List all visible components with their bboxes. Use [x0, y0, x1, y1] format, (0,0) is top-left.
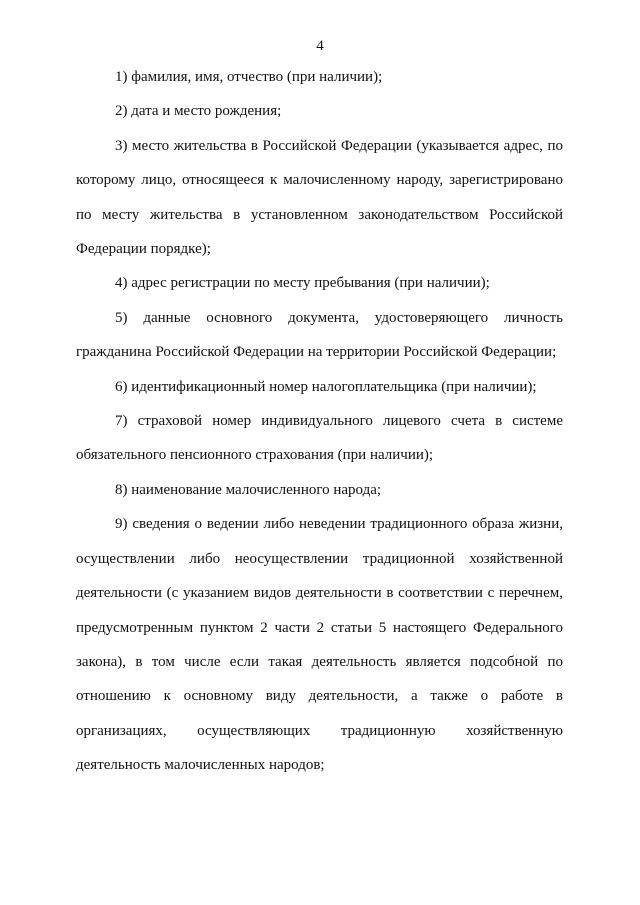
list-item [76, 404, 563, 473]
list-item [76, 129, 563, 267]
text-line: обязательного пенсионного страхования (при наличии); [76, 447, 434, 464]
text-line: 5) данные основного документа, удостоверяющего личность [115, 309, 563, 326]
text-line: по месту жительства в установленном законодательством Российской [76, 206, 563, 223]
text-line: организациях, осуществляющих традиционную хозяйственную [76, 722, 563, 739]
text-line: 4) адрес регистрации по месту пребывания (при наличии); [115, 275, 490, 292]
text-line: гражданина Российской Федерации на территории Российской Федерации; [76, 344, 557, 361]
list-item [76, 266, 563, 300]
list-item [76, 473, 563, 507]
text-line: деятельности (с указанием видов деятельности в соответствии с перечнем, [76, 585, 563, 602]
list-item [76, 94, 563, 128]
text-line: закона), в том числе если такая деятельность является подсобной по [76, 653, 563, 670]
list-item [76, 507, 563, 782]
page-number: 4 [316, 38, 324, 54]
text-line: которому лицо, относящееся к малочисленному народу, зарегистрировано [76, 172, 563, 189]
list-item [76, 60, 563, 94]
text-line: 7) страховой номер индивидуального лицевого счета в системе [115, 413, 563, 430]
text-line: 1) фамилия, имя, отчество (при наличии); [115, 69, 383, 85]
document-body [76, 60, 563, 783]
text-line: 2) дата и место рождения; [115, 103, 282, 120]
list-item [76, 370, 563, 404]
text-line: 6) идентификационный номер налогоплательщика (при наличии); [115, 378, 537, 395]
text-line: предусмотренным пунктом 2 части 2 статьи 5 настоящего Федерального [76, 619, 563, 636]
text-line: Федерации порядке); [76, 241, 211, 258]
list-item [76, 301, 563, 370]
text-line: деятельность малочисленных народов; [76, 757, 325, 774]
text-line: 3) место жительства в Российской Федерации (указывается адрес, по [115, 137, 563, 154]
text-line: осуществлении либо неосуществлении традиционной хозяйственной [76, 550, 563, 567]
text-line: 8) наименование малочисленного народа; [115, 481, 382, 498]
text-line: отношению к основному виду деятельности, а также о работе в [76, 688, 563, 705]
text-line: 9) сведения о ведении либо неведении традиционного образа жизни, [115, 516, 563, 533]
